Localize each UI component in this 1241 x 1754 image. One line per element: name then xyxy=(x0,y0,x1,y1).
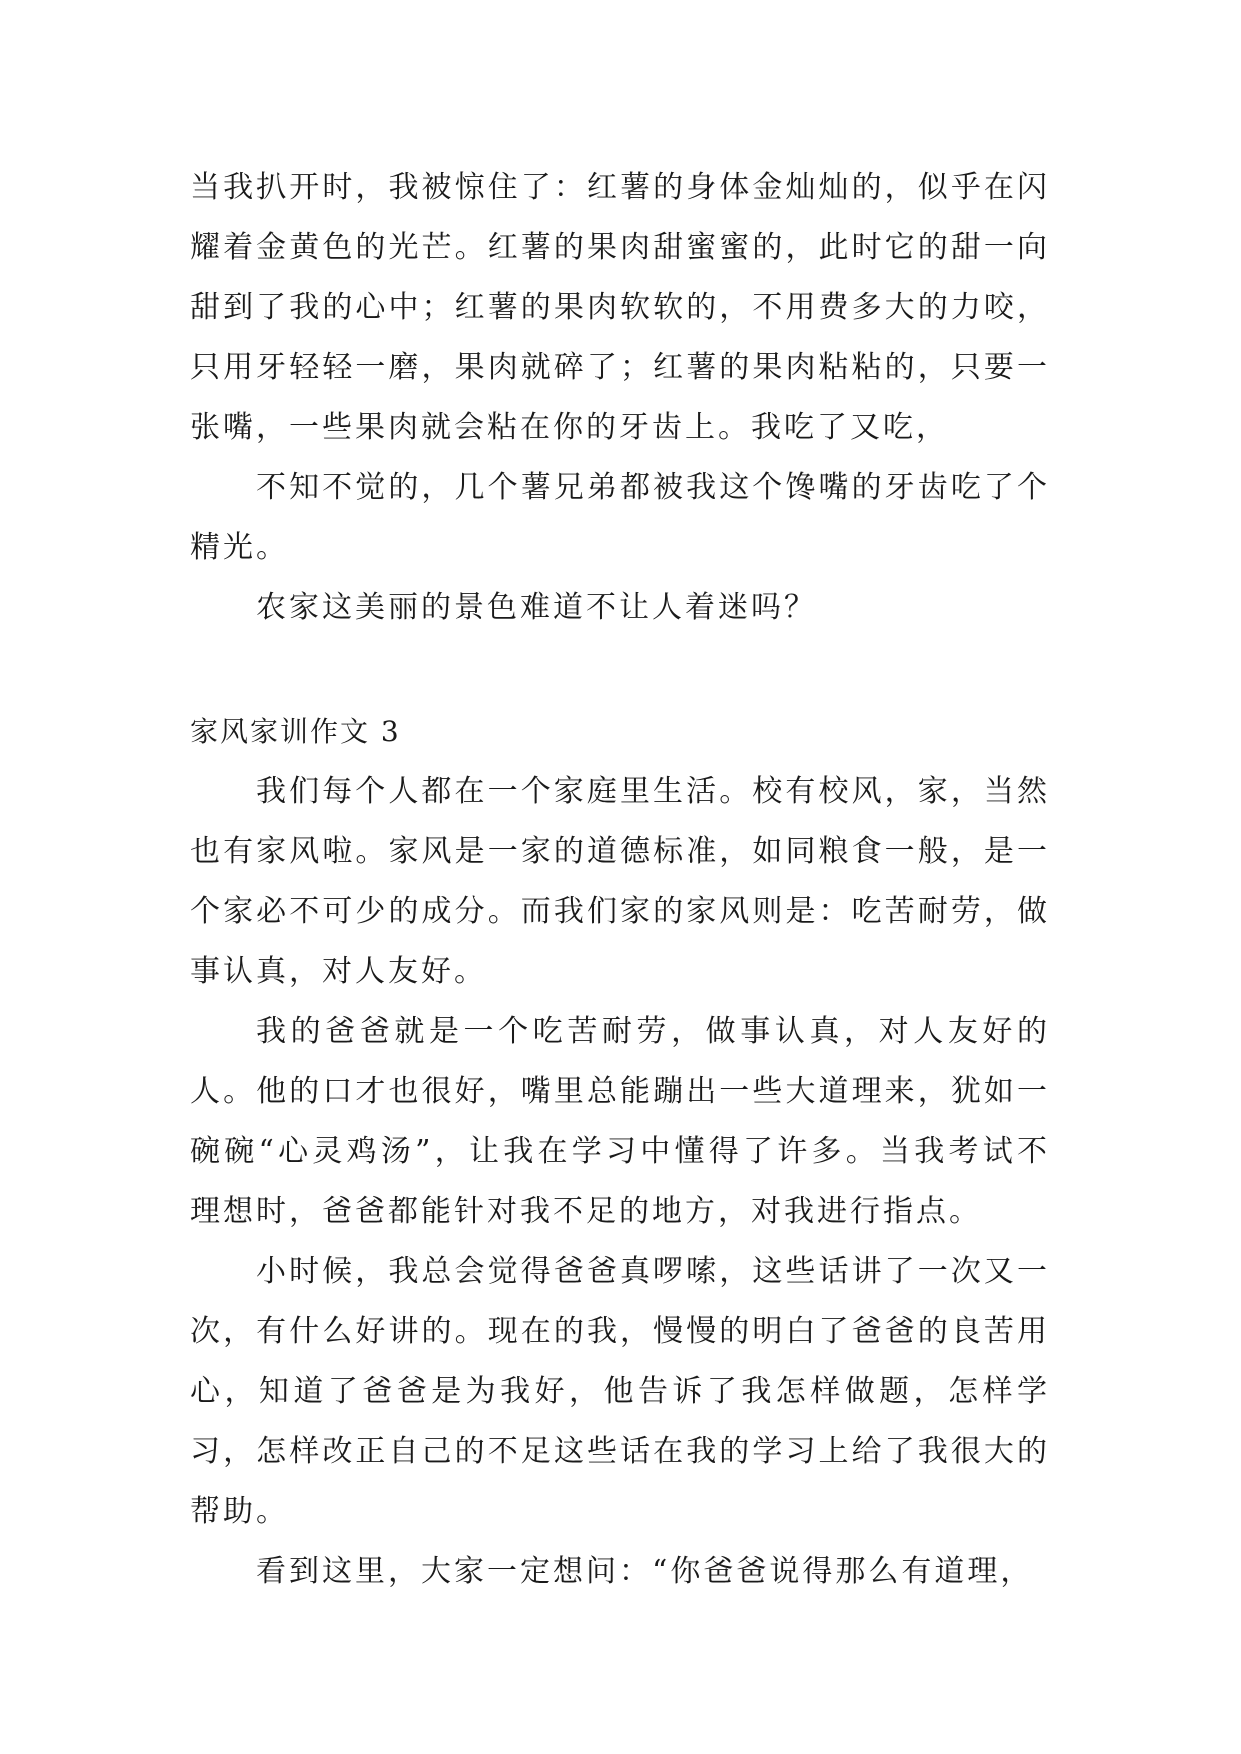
paragraph: 我的爸爸就是一个吃苦耐劳，做事认真，对人友好的人。他的口才也很好，嘴里总能蹦出一些大道理来，犹如一碗碗“心灵鸡汤”，让我在学习中懂得了许多。当我考试不理想时，爸爸都能针对我不足的地方，对我进行指点。 xyxy=(190,1014,1050,1229)
section-title: 家风家训作文 3 xyxy=(190,715,401,748)
section-gap xyxy=(190,638,1050,702)
paragraph: 农家这美丽的景色难道不让人着迷吗？ xyxy=(256,590,817,625)
paragraph: 当我扒开时，我被惊住了：红薯的身体金灿灿的，似乎在闪耀着金黄色的光芒。红薯的果肉甜蜜蜜的，此时它的甜一向甜到了我的心中；红薯的果肉软软的，不用费多大的力咬，只用牙轻轻一磨，果肉就碎了；红薯的果肉粘粘的，只要一张嘴，一些果肉就会粘在你的牙齿上。我吃了又吃， xyxy=(190,170,1050,445)
paragraph: 不知不觉的，几个薯兄弟都被我这个馋嘴的牙齿吃了个精光。 xyxy=(190,470,1050,565)
paragraph: 小时候，我总会觉得爸爸真啰嗦，这些话讲了一次又一次，有什么好讲的。现在的我，慢慢的明白了爸爸的良苦用心，知道了爸爸是为我好，他告诉了我怎样做题，怎样学习，怎样改正自己的不足这些话在我的学习上给了我很大的帮助。 xyxy=(190,1254,1050,1529)
paragraph: 看到这里，大家一定想问：“你爸爸说得那么有道理， xyxy=(256,1554,1034,1589)
paragraph: 我们每个人都在一个家庭里生活。校有校风，家，当然也有家风啦。家风是一家的道德标准，如同粮食一般，是一个家必不可少的成分。而我们家的家风则是：吃苦耐劳，做事认真，对人友好。 xyxy=(190,774,1050,989)
document-page xyxy=(190,158,1050,1602)
